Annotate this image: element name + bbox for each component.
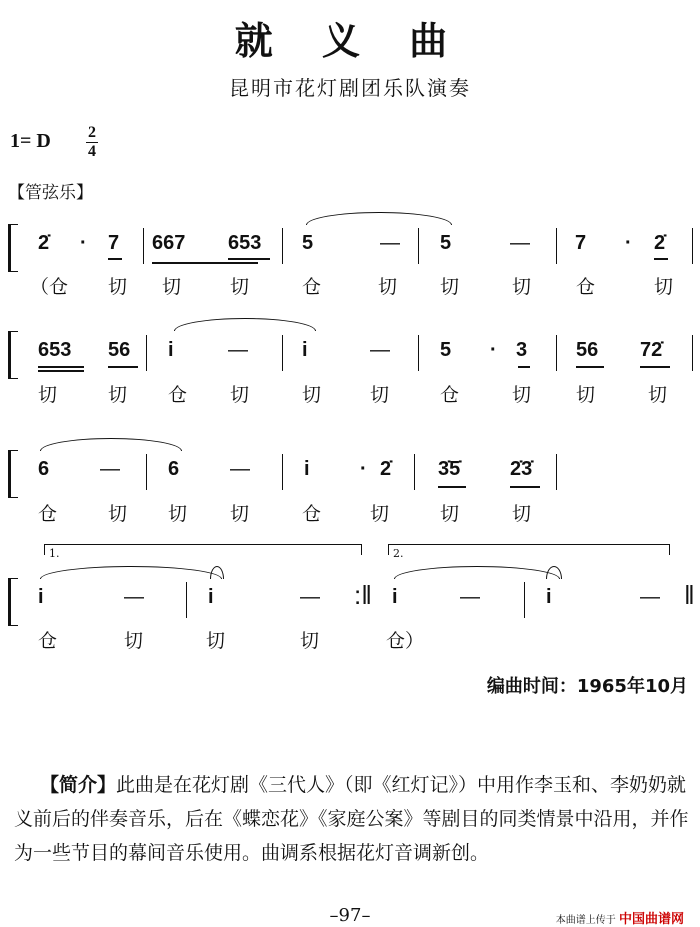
lyric-syllable: 切	[648, 384, 668, 406]
bar-line	[524, 582, 525, 618]
note: 6	[168, 458, 180, 480]
note: 667	[152, 232, 186, 254]
note: 56	[108, 339, 131, 361]
lyric-syllable: 切	[162, 276, 182, 298]
beam-line	[152, 262, 198, 264]
footer	[556, 908, 684, 927]
sustain-dash: —	[380, 232, 400, 254]
note: i	[392, 586, 398, 608]
tie-arc	[394, 566, 560, 579]
note: i	[302, 339, 308, 361]
lyric-syllable: 切	[108, 276, 128, 298]
lyric-syllable: 仓	[302, 276, 322, 298]
lyric-syllable: 切	[230, 384, 250, 406]
lyric-syllable: 切	[230, 276, 250, 298]
bar-line	[146, 335, 147, 371]
beam-line	[38, 366, 84, 368]
bar-line	[556, 335, 557, 371]
volta-1-label: 1.	[49, 547, 60, 560]
subtitle: 昆明市花灯剧团乐队演奏	[229, 76, 471, 100]
meter-bottom: 4	[88, 143, 96, 160]
beam-line	[108, 366, 138, 368]
note: i	[304, 458, 310, 480]
lyric-syllable: 切	[168, 503, 188, 525]
lyric-syllable: 切	[206, 630, 226, 652]
beam-line	[38, 370, 84, 372]
note: 653	[38, 339, 72, 361]
sustain-dash: —	[640, 586, 660, 608]
tie-arc	[546, 566, 562, 579]
lyric-syllable: 切	[300, 630, 320, 652]
lyric-syllable: 切	[654, 276, 674, 298]
volta-2-label: 2.	[393, 547, 404, 560]
lyric-syllable: 仓	[38, 503, 58, 525]
tie-arc	[174, 318, 316, 331]
note: i	[208, 586, 214, 608]
lyric-syllable: 仓	[440, 384, 460, 406]
meter-top: 2	[88, 124, 96, 141]
lyric-syllable: 切	[230, 503, 250, 525]
bar-line	[418, 335, 419, 371]
lyric-syllable: 切	[302, 384, 322, 406]
compose-date: 编曲时间：1965年10月	[486, 676, 688, 697]
sustain-dash: —	[230, 458, 250, 480]
note: 56	[576, 339, 599, 361]
system-brace	[8, 224, 18, 272]
page-title: 就 义 曲	[234, 19, 466, 63]
bar-line	[146, 454, 147, 490]
lyric-syllable: 切	[370, 503, 390, 525]
bar-line	[692, 335, 693, 371]
lyric-syllable: 仓	[38, 630, 58, 652]
note: ‖	[684, 580, 695, 610]
bar-line	[282, 454, 283, 490]
lyric-syllable: 仓	[168, 384, 188, 406]
lyric-syllable: 切	[124, 630, 144, 652]
sustain-dash: —	[228, 339, 248, 361]
lyric-syllable: 切	[512, 384, 532, 406]
bar-line	[556, 454, 557, 490]
bar-line	[414, 454, 415, 490]
beam-line	[518, 366, 530, 368]
footer-logo: 中国曲谱网	[618, 912, 684, 927]
footer-text: 本曲谱上传于	[555, 915, 616, 926]
note: 653	[228, 232, 262, 254]
note: 7	[575, 232, 587, 254]
page-number: –97–	[329, 905, 371, 926]
sustain-dash: —	[300, 586, 320, 608]
lyric-syllable: 仓	[576, 276, 596, 298]
lyric-syllable: 切	[38, 384, 58, 406]
note: i	[168, 339, 174, 361]
note: 72̇	[640, 339, 663, 361]
lyric-syllable: 切	[370, 384, 390, 406]
lyric-syllable: 切	[378, 276, 398, 298]
note: i	[38, 586, 44, 608]
tie-arc	[40, 438, 182, 451]
note: 5	[440, 339, 452, 361]
bar-line	[282, 228, 283, 264]
bar-line	[282, 335, 283, 371]
note: 2̇	[38, 232, 50, 254]
beam-line	[576, 366, 604, 368]
note: 6	[38, 458, 50, 480]
beam-line	[640, 366, 670, 368]
lyric-syllable: 切	[108, 384, 128, 406]
note: 2̇	[380, 458, 392, 480]
lyric-syllable: 切	[576, 384, 596, 406]
note: 3	[516, 339, 528, 361]
introduction	[14, 768, 692, 870]
section-label: 【管弦乐】	[8, 183, 93, 203]
intro-label: 【简介】	[40, 774, 117, 796]
beam-line	[510, 486, 540, 488]
note: 2̇3̇	[510, 458, 533, 480]
note: i	[546, 586, 552, 608]
augmentation-dot: ·	[625, 232, 632, 254]
augmentation-dot: ·	[360, 458, 367, 480]
note: 5	[440, 232, 452, 254]
volta-bracket-2	[388, 544, 670, 560]
note: 2̇	[654, 232, 666, 254]
lyric-syllable: 切	[440, 503, 460, 525]
beam-line	[438, 486, 466, 488]
sustain-dash: —	[100, 458, 120, 480]
lyric-syllable: （仓	[30, 276, 69, 298]
lyric-syllable: 切	[108, 503, 128, 525]
bar-line	[186, 582, 187, 618]
sustain-dash: —	[370, 339, 390, 361]
sustain-dash: —	[124, 586, 144, 608]
note: :‖	[354, 580, 372, 610]
lyric-syllable: 切	[440, 276, 460, 298]
augmentation-dot: ·	[490, 339, 497, 361]
sustain-dash: —	[460, 586, 480, 608]
intro-text: 此曲是在花灯剧《三代人》（即《红灯记》）中用作李玉和、李奶奶就义前后的伴奏音乐，后在《蝶恋花》《家庭公案》等剧目的同类情景中沿用，并作为一些节目的幕间音乐使用。曲调系根据花灯音调新创。	[14, 774, 689, 864]
note: 3̇5̇	[438, 458, 461, 480]
note: 5	[302, 232, 314, 254]
augmentation-dot: ·	[80, 232, 87, 254]
note: 7	[108, 232, 120, 254]
time-signature	[86, 124, 98, 161]
tie-arc	[210, 566, 224, 579]
lyric-syllable: 仓	[302, 503, 322, 525]
tie-arc	[40, 566, 222, 579]
beam-line	[228, 258, 270, 260]
system-brace	[8, 450, 18, 498]
volta-bracket-1	[44, 544, 362, 560]
sustain-dash: —	[510, 232, 530, 254]
bar-line	[418, 228, 419, 264]
beam-line	[228, 262, 258, 264]
lyric-syllable: 切	[512, 503, 532, 525]
system-brace	[8, 331, 18, 379]
bar-line	[143, 228, 144, 264]
tie-arc	[306, 212, 452, 225]
bar-line	[556, 228, 557, 264]
lyric-syllable: 切	[512, 276, 532, 298]
beam-line	[108, 258, 122, 260]
key-signature: 1= D	[10, 130, 51, 152]
system-brace	[8, 578, 18, 626]
lyric-syllable: 仓）	[386, 630, 425, 652]
beam-line	[654, 258, 668, 260]
bar-line	[692, 228, 693, 264]
